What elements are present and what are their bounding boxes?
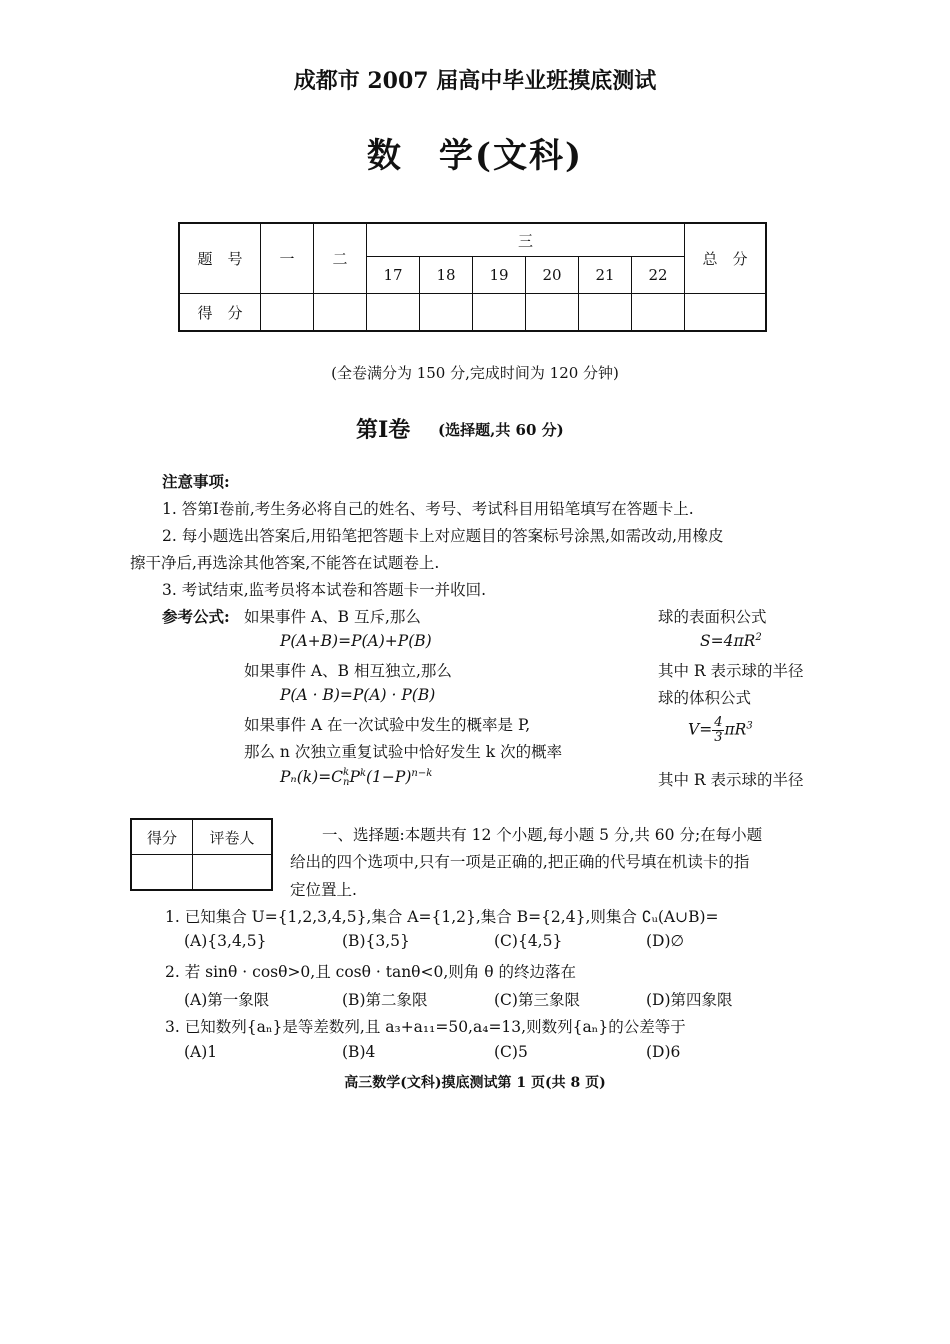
- q1-option-b: (B){3,5}: [342, 932, 410, 950]
- formula-right4: 球的体积公式: [658, 689, 752, 707]
- notice-2-line2: 擦干净后,再选涂其他答案,不能答在试题卷上.: [130, 554, 440, 572]
- section1-line1: 一、选择题:本题共有 12 个小题,每小题 5 分,共 60 分;在每小题: [322, 826, 763, 844]
- sub-col-19: 19: [473, 257, 526, 294]
- score-cell: [632, 294, 685, 332]
- q2-option-d: (D)第四象限: [646, 991, 733, 1009]
- sub-col-20: 20: [526, 257, 579, 294]
- col-three: 三: [367, 223, 685, 257]
- section1-line2: 给出的四个选项中,只有一项是正确的,把正确的代号填在机读卡的指: [290, 853, 750, 871]
- formula-right6: 其中 R 表示球的半径: [658, 771, 804, 789]
- score-cell: [261, 294, 314, 332]
- sub-col-21: 21: [579, 257, 632, 294]
- score-cell: [526, 294, 579, 332]
- q2-option-b: (B)第二象限: [342, 991, 428, 1009]
- part1-note: (选择题,共 60 分): [438, 421, 564, 439]
- q3-option-b: (B)4: [342, 1043, 376, 1061]
- formula-line3: 如果事件 A、B 相互独立,那么: [244, 662, 452, 680]
- question-3: 3. 已知数列{aₙ}是等差数列,且 a₃+a₁₁=50,a₄=13,则数列{aₙ}的公差等于: [165, 1018, 686, 1036]
- q1-option-d: (D)∅: [646, 932, 685, 950]
- formula-right5: V= $\frac{4}{3}$ $\pi R^3$: [688, 715, 753, 745]
- question-2: 2. 若 sinθ · cosθ>0,且 cosθ · tanθ<0,则角 θ 的终边落在: [165, 963, 576, 981]
- question-number-label: 题 号: [179, 223, 261, 294]
- q1-option-c: (C){4,5}: [494, 932, 563, 950]
- score-cell: [367, 294, 420, 332]
- section1-line3: 定位置上.: [290, 881, 357, 899]
- grader-name-cell: [193, 855, 273, 891]
- q3-option-d: (D)6: [646, 1043, 681, 1061]
- part1-title: 第Ⅰ卷: [356, 417, 411, 443]
- notice-2-line1: 2. 每小题选出答案后,用铅笔把答题卡上对应题目的答案标号涂黑,如需改动,用橡皮: [162, 527, 724, 545]
- grader-name-label: 评卷人: [193, 819, 273, 855]
- formula-right2: $S=4\pi R^2$: [700, 632, 762, 651]
- q2-option-a: (A)第一象限: [184, 991, 270, 1009]
- formula-line1: 如果事件 A、B 互斥,那么: [244, 608, 421, 626]
- q3-option-c: (C)5: [494, 1043, 528, 1061]
- subject-title: 数 学(文科): [366, 136, 584, 176]
- question-1: 1. 已知集合 U={1,2,3,4,5},集合 A={1,2},集合 B={2,4},则集合 ∁ᵤ(A∪B)=: [165, 908, 719, 926]
- formula-right3: 其中 R 表示球的半径: [658, 662, 804, 680]
- formula-line4: P(A · B)=P(A) · P(B): [280, 686, 436, 704]
- formula-line7: Pₙ(k)=C k n $P^k(1-P)^{n-k}$: [280, 767, 433, 789]
- notice-3: 3. 考试结束,监考员将本试卷和答题卡一并收回.: [162, 581, 487, 599]
- score-table: [178, 222, 767, 332]
- notice-1: 1. 答第Ⅰ卷前,考生务必将自己的姓名、考号、考试科目用铅笔填写在答题卡上.: [162, 500, 694, 518]
- sub-col-18: 18: [420, 257, 473, 294]
- sub-col-22: 22: [632, 257, 685, 294]
- score-cell: [314, 294, 367, 332]
- score-cell: [685, 294, 767, 332]
- score-cell: [420, 294, 473, 332]
- total-label: 总 分: [685, 223, 767, 294]
- col-two: 二: [314, 223, 367, 294]
- formula-right1: 球的表面积公式: [658, 608, 767, 626]
- grader-score-label: 得分: [131, 819, 193, 855]
- q2-option-c: (C)第三象限: [494, 991, 580, 1009]
- notices-heading: 注意事项:: [162, 472, 230, 491]
- formula-label: 参考公式:: [162, 607, 230, 626]
- q1-option-a: (A){3,4,5}: [184, 932, 267, 950]
- page-footer: 高三数学(文科)摸底测试第 1 页(共 8 页): [344, 1075, 606, 1091]
- col-one: 一: [261, 223, 314, 294]
- grader-score-cell: [131, 855, 193, 891]
- score-cell: [473, 294, 526, 332]
- formula-line5: 如果事件 A 在一次试验中发生的概率是 P,: [244, 716, 531, 734]
- score-cell: [579, 294, 632, 332]
- full-score-note: (全卷满分为 150 分,完成时间为 120 分钟): [331, 364, 619, 382]
- grader-box: [130, 818, 273, 891]
- sub-col-17: 17: [367, 257, 420, 294]
- formula-line2: P(A+B)=P(A)+P(B): [280, 632, 432, 650]
- formula-line6: 那么 n 次独立重复试验中恰好发生 k 次的概率: [244, 743, 563, 761]
- q3-option-a: (A)1: [184, 1043, 218, 1061]
- score-label: 得 分: [179, 294, 261, 332]
- exam-title: 成都市 2007 届高中毕业班摸底测试: [293, 68, 657, 94]
